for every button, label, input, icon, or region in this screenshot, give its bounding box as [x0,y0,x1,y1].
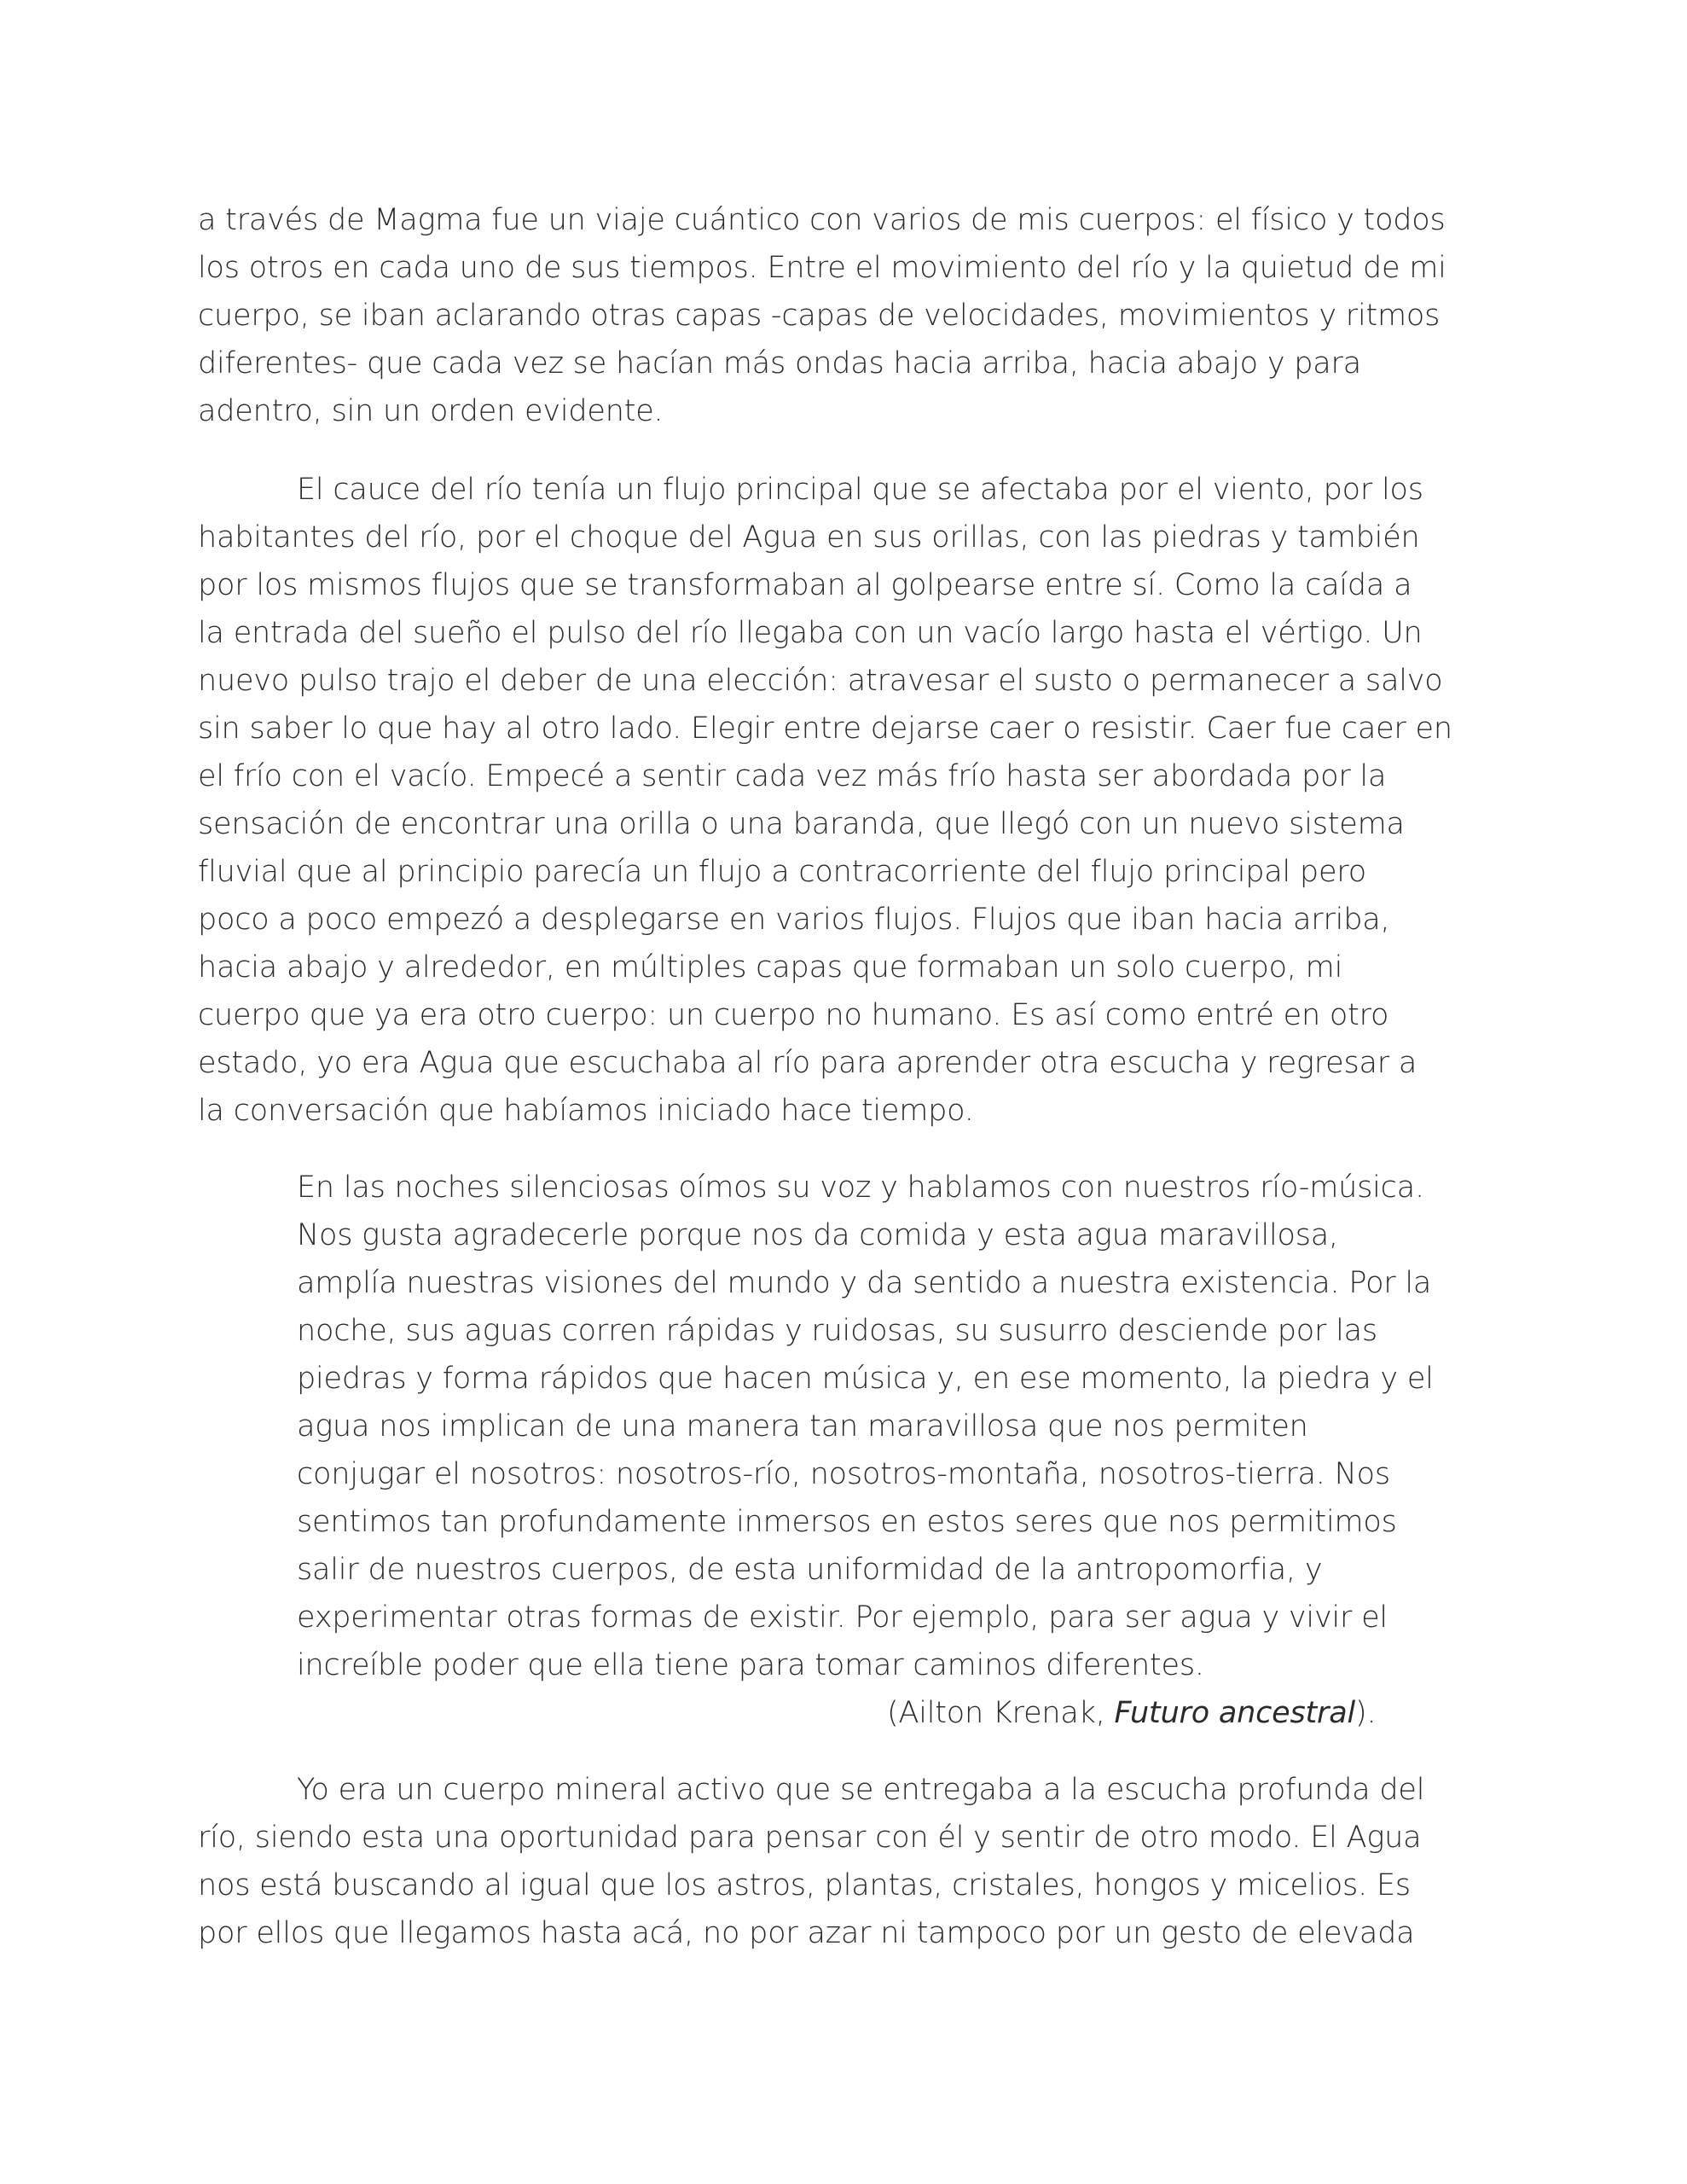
text-line: sensación de encontrar una orilla o una baranda, que llegó con un nuevo sistema [198,807,1405,841]
text-line: Yo era un cuerpo mineral activo que se entregaba a la escucha profunda del [297,1773,1425,1807]
quote-line: piedras y forma rápidos que hacen música y, en ese momento, la piedra y el [297,1362,1434,1396]
attribution-book-title: Futuro ancestral [1114,1696,1356,1730]
quote-line: noche, sus aguas corren rápidas y ruidosas, su susurro desciende por las [297,1314,1377,1348]
quote-line: Nos gusta agradecerle porque nos da comida y esta agua maravillosa, [297,1218,1338,1252]
paragraph-mineral-body [198,1766,1494,1957]
attribution-prefix: (Ailton Krenak, [887,1696,1115,1730]
text-line: los otros en cada uno de sus tiempos. Entre el movimiento del río y la quietud de mi [198,251,1446,285]
text-line: poco a poco empezó a desplegarse en varios flujos. Flujos que iban hacia arriba, [198,903,1390,937]
text-line: la conversación que habíamos iniciado hace tiempo. [198,1094,974,1128]
block-quote [297,1164,1491,1737]
text-line: adentro, sin un orden evidente. [198,394,664,428]
quote-line: conjugar el nosotros: nosotros-río, nosotros-montaña, nosotros-tierra. Nos [297,1457,1390,1491]
quote-attribution [297,1689,1491,1737]
text-line: cuerpo que ya era otro cuerpo: un cuerpo no humano. Es así como entré en otro [198,998,1389,1032]
text-line: nos está buscando al igual que los astros, plantas, cristales, hongos y micelios. Es [198,1868,1411,1902]
quote-line: salir de nuestros cuerpos, de esta uniformidad de la antropomorfia, y [297,1553,1323,1587]
quote-line: increíble poder que ella tiene para tomar caminos diferentes. [297,1648,1204,1682]
text-line: el frío con el vacío. Empecé a sentir cada vez más frío hasta ser abordada por la [198,759,1387,793]
text-line: a través de Magma fue un viaje cuántico con varios de mis cuerpos: el físico y todos [198,203,1446,237]
quote-line: agua nos implican de una manera tan maravillosa que nos permiten [297,1409,1308,1443]
text-line: cuerpo, se iban aclarando otras capas -capas de velocidades, movimientos y ritmos [198,299,1441,333]
quote-line: En las noches silenciosas oímos su voz y hablamos con nuestros río-música. [297,1170,1424,1205]
text-line: por ellos que llegamos hasta acá, no por azar ni tampoco por un gesto de elevada [198,1916,1415,1950]
text-line: fluvial que al principio parecía un flujo a contracorriente del flujo principal pero [198,855,1366,889]
quote-line: experimentar otras formas de existir. Por ejemplo, para ser agua y vivir el [297,1600,1388,1635]
text-line: diferentes- que cada vez se hacían más ondas hacia arriba, hacia abajo y para [198,346,1361,380]
quote-line: sentimos tan profundamente inmersos en estos seres que nos permitimos [297,1505,1397,1539]
paragraph-continuation [198,196,1494,435]
text-line: sin saber lo que hay al otro lado. Elegir entre dejarse caer o resistir. Caer fue caer en [198,712,1452,746]
attribution-suffix: ). [1355,1696,1377,1730]
text-line: hacia abajo y alrededor, en múltiples capas que formaban un solo cuerpo, mi [198,950,1343,985]
text-line: río, siendo esta una oportunidad para pensar con él y sentir de otro modo. El Agua [198,1821,1422,1855]
text-line: El cauce del río tenía un flujo principal que se afectaba por el viento, por los [297,473,1423,507]
text-line: la entrada del sueño el pulso del río llegaba con un vacío largo hasta el vértigo. Un [198,616,1423,650]
quote-line: amplía nuestras visiones del mundo y da sentido a nuestra existencia. Por la [297,1266,1432,1300]
paragraph-river-flow [198,466,1494,1135]
text-line: habitantes del río, por el choque del Agua en sus orillas, con las piedras y también [198,520,1420,555]
text-line: por los mismos flujos que se transformaban al golpearse entre sí. Como la caída a [198,568,1412,602]
text-line: nuevo pulso trajo el deber de una elección: atravesar el susto o permanecer a salvo [198,664,1443,698]
text-line: estado, yo era Agua que escuchaba al río para aprender otra escucha y regresar a [198,1046,1417,1080]
